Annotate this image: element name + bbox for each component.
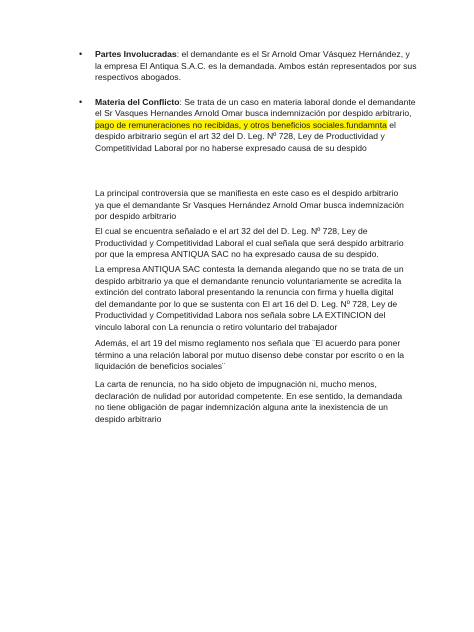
bullet-dot-icon: • <box>79 96 83 107</box>
paragraph-controversia: La principal controversia que se manifiesta en este caso es el despido arbitrario ya que el demandante Sr Vasques Hernández Arnold Omar busca indemnización por despido arbitrario <box>95 188 404 222</box>
highlighted-text: pago de remuneraciones no recibidas, y otros beneficios sociales.fundamnta <box>95 119 387 130</box>
paragraph-carta-renuncia: La carta de renuncia, no ha sido objeto de impugnación ni, mucho menos, declaración de nulidad por autoridad competente. En ese sentido, la demandada no tiene obligación de pagar indemnización alguna ante la inexistencia de un despido arbitrario <box>95 379 403 424</box>
bullet-label: Partes Involucradas <box>95 49 177 59</box>
bullet-materia-conflicto <box>78 97 418 155</box>
paragraph-contestacion: La empresa ANTIQUA SAC contesta la demanda alegando que no se trata de un despido arbitrario ya que el demandante renuncio voluntariamente se acredita la extinción del contrato laboral presentando la renuncia con firma y huella digital del demandante por lo que se sustenta con El art 16 del D. Leg. Nº 728, Ley de Productividad y Competitividad Labora nos señala sobre LA EXTINCION del vinculo laboral con La renuncia o retiro voluntario del trabajador <box>95 264 404 332</box>
paragraph-art-32: El cual se encuentra señalado e el art 32 del del D. Leg. Nº 728, Ley de Productividad y Competitividad Laboral el cual señala que será despido arbitrario por que la empresa ANTIQUA SAC no ha expresado causa de su despido. <box>95 226 404 260</box>
paragraph-art-19: Además, el art 19 del mismo reglamento nos señala que ¨El acuerdo para poner término a una relación laboral por mutuo disenso debe constar por escrito o en la liquidación de beneficios sociales¨ <box>95 338 405 372</box>
bullet-text-before: : Se trata de un caso en materia laboral donde el demandante el Sr Vasques Hernandes Arnold Omar busca indemnización por despido arbitrario, <box>95 96 416 118</box>
bullet-list <box>78 49 418 167</box>
bullet-dot-icon: • <box>79 49 83 59</box>
bullet-partes-involucradas <box>78 49 418 84</box>
bullet-text: : el demandante es el Sr Arnold Omar Vásquez Hernández, y la empresa El Antiqua S.A.C. es la demandada. Ambos están representados por sus respectivos abogados. <box>95 49 417 82</box>
bullet-text-after: el despido arbitrario según el art 32 del D. Leg. Nº 728, Ley de Productividad y Competitividad Laboral por no haberse expresado causa de su despido <box>95 119 396 153</box>
bullet-label: Materia del Conflicto <box>95 96 180 107</box>
